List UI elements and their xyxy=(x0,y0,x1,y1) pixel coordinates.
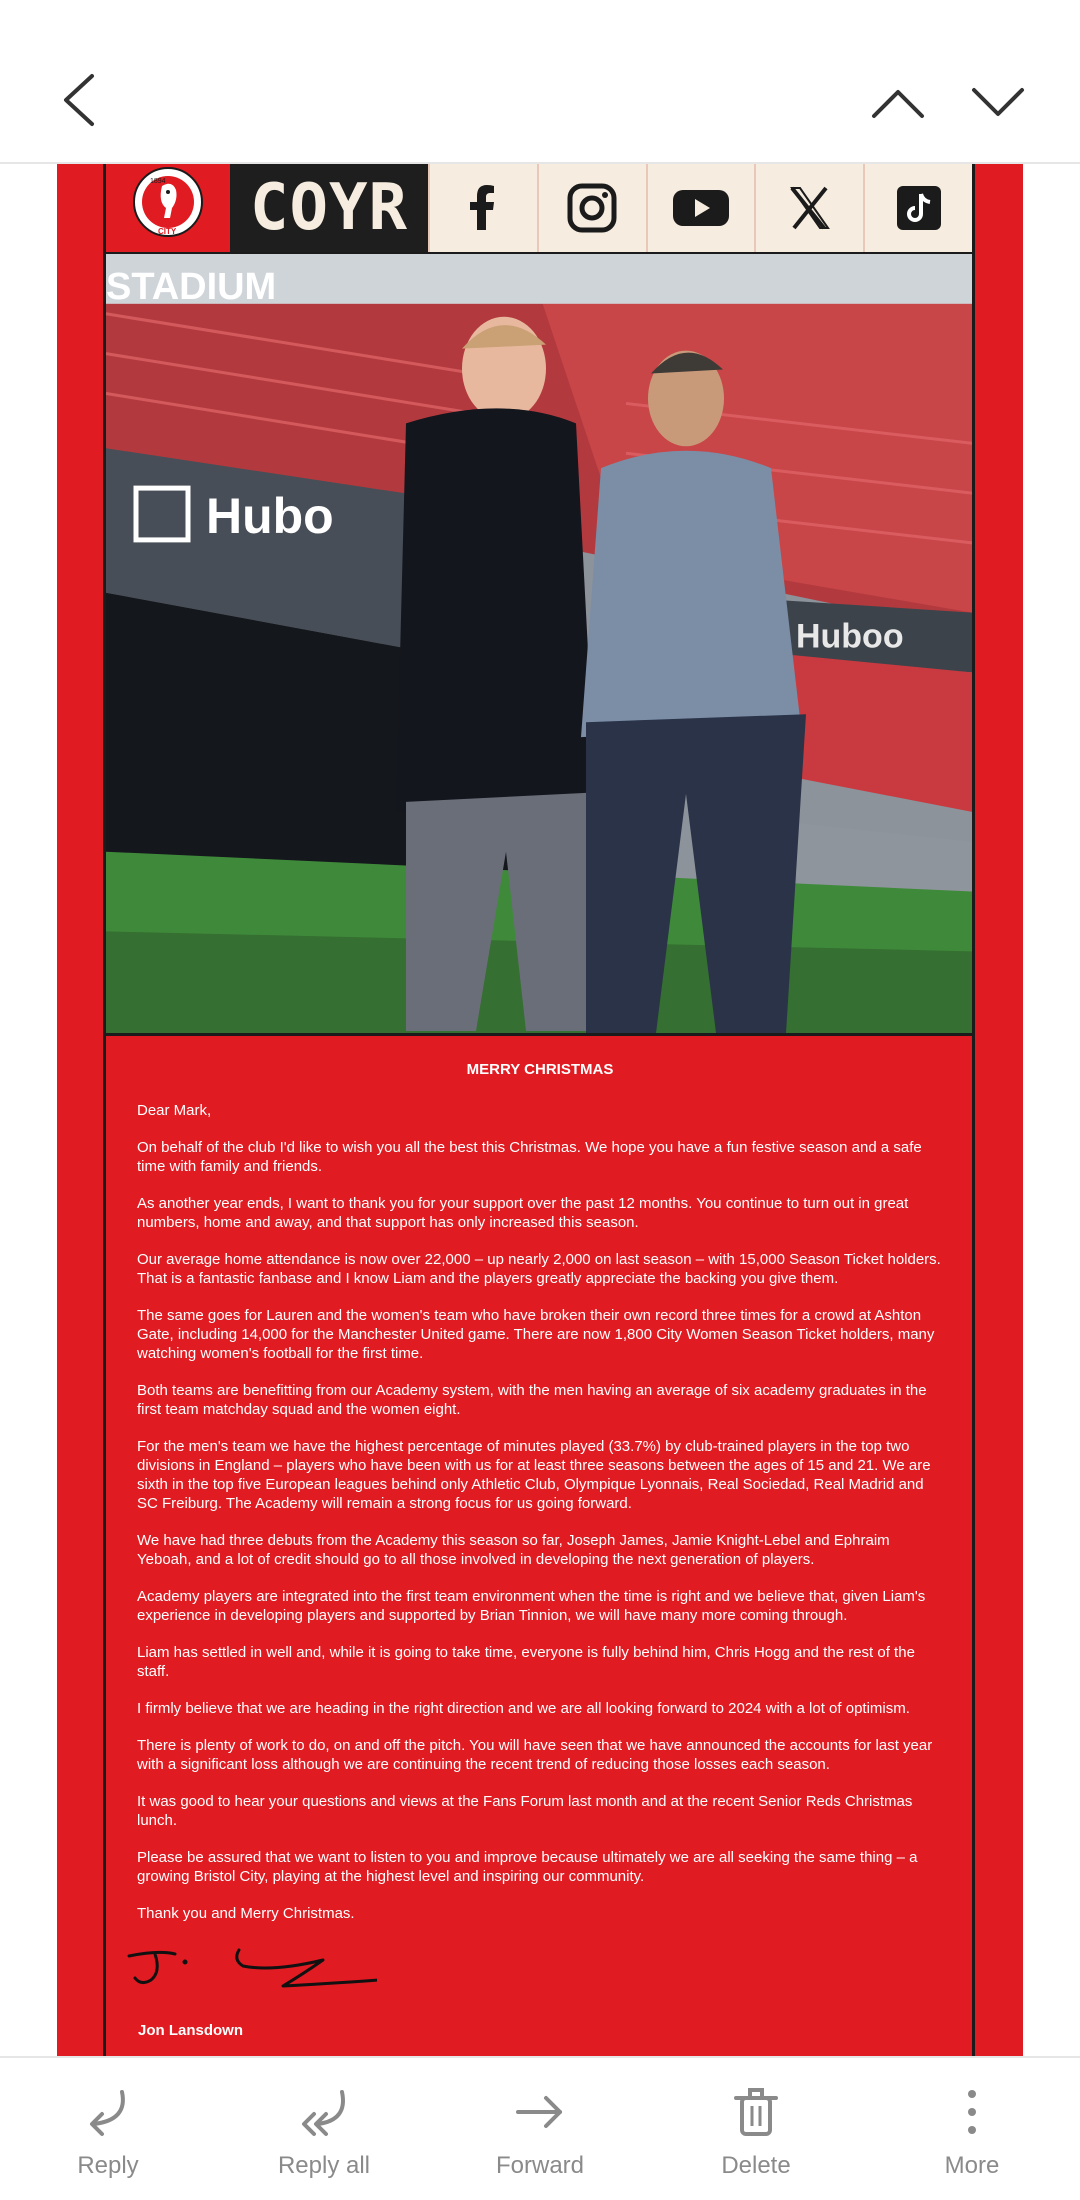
facebook-icon[interactable] xyxy=(428,164,537,252)
stadium-sign: STADIUM xyxy=(106,265,277,308)
letter-paragraph: For the men's team we have the highest percentage of minutes played (33.7%) by club-trained players in the top two divisions in England – players who have been with us for at least three seasons between the ages of 15 and 21. We are sixth in the top five European leagues behind only Athletic Club, Olympique Lyonnais, Real Sociedad, Real Madrid and SC Freiburg. The Academy will remain a strong focus for us going forward. xyxy=(137,1438,931,1512)
chevron-left-icon[interactable] xyxy=(56,72,104,128)
more-label: More xyxy=(944,2152,1000,2179)
delete-label: Delete xyxy=(721,2152,791,2179)
x-icon[interactable] xyxy=(754,164,863,252)
reply-all-label: Reply all xyxy=(277,2152,371,2179)
signature-name: Jon Lansdown xyxy=(138,2022,243,2039)
more-button[interactable] xyxy=(864,2058,1080,2200)
letter-paragraph: Please be assured that we want to listen to you and improve because ultimately we are all seeking the same thing – a growing Bristol City, playing at the highest level and inspiring our community. xyxy=(137,1849,918,1885)
chevron-down-icon[interactable] xyxy=(970,82,1026,122)
letter-paragraph: As another year ends, I want to thank you for your support over the past 12 months. You continue to turn out in great numbers, home and away, and that support has only increased this season. xyxy=(137,1195,909,1231)
crest-text: CITY xyxy=(158,227,177,236)
letter-paragraph: Thank you and Merry Christmas. xyxy=(137,1905,355,1922)
letter-paragraph: The same goes for Lauren and the women's team who have broken their own record three times for a crowd at Ashton Gate, including 14,000 for the Manchester United game. There are now 1,800 City Women Season Ticket holders, many watching women's football for the first time. xyxy=(137,1307,935,1362)
letter-body xyxy=(137,1060,943,1941)
youtube-icon[interactable] xyxy=(646,164,755,252)
trash-icon xyxy=(730,2086,782,2138)
email-header xyxy=(106,164,972,254)
forward-button[interactable] xyxy=(432,2058,648,2200)
letter-paragraph: Academy players are integrated into the first team environment when the time is right and we believe that, given Liam's experience in developing players and supported by Brian Tinnion, we will have many more coming through. xyxy=(137,1588,926,1624)
delete-button[interactable] xyxy=(648,2058,864,2200)
letter-paragraph: There is plenty of work to do, on and off the pitch. You will have seen that we have announced the accounts for last year with a significant loss although we are continuing the recent trend of reducing those losses each season. xyxy=(137,1737,933,1773)
bottom-action-bar xyxy=(0,2056,1080,2200)
letter-paragraph: I firmly believe that we are heading in the right direction and we are all looking forward to 2024 with a lot of optimism. xyxy=(137,1700,910,1717)
reply-all-icon xyxy=(298,2086,350,2138)
reply-all-button[interactable] xyxy=(216,2058,432,2200)
social-links xyxy=(428,164,972,252)
letter-paragraph: We have had three debuts from the Academy this season so far, Joseph James, Jamie Knight-Lebel and Ephraim Yeboah, and a lot of credit should go to all those involved in developing the next generation of players. xyxy=(137,1532,890,1568)
letter-paragraph: Our average home attendance is now over 22,000 – up nearly 2,000 on last season – with 15,000 Season Ticket holders. That is a fantastic fanbase and I know Liam and the players greatly appreciate the backing you give them. xyxy=(137,1251,941,1287)
crest-year: 1894 xyxy=(150,178,166,185)
brand-wordmark: COYR xyxy=(230,164,428,252)
tiktok-icon[interactable] xyxy=(863,164,972,252)
top-app-bar xyxy=(0,0,1080,164)
forward-icon xyxy=(514,2086,566,2138)
more-vertical-icon xyxy=(946,2086,998,2138)
letter-title: MERRY CHRISTMAS xyxy=(466,1061,614,1078)
forward-label: Forward xyxy=(495,2152,585,2179)
letter-paragraph: It was good to hear your questions and views at the Fans Forum last month and at the recent Senior Reds Christmas lunch. xyxy=(137,1793,913,1829)
reply-label: Reply xyxy=(77,2152,139,2179)
chevron-up-icon[interactable] xyxy=(870,82,926,122)
hubo-sign: Hubo xyxy=(206,488,334,544)
letter-paragraph: Both teams are benefitting from our Academy system, with the men having an average of six academy graduates in the first team matchday squad and the women eight. xyxy=(137,1382,927,1418)
instagram-icon[interactable] xyxy=(537,164,646,252)
hero-photo xyxy=(106,254,972,1036)
reply-button[interactable] xyxy=(0,2058,216,2200)
letter-greeting: Dear Mark, xyxy=(137,1102,212,1119)
handwritten-signature xyxy=(127,1934,377,1994)
letter-paragraph: On behalf of the club I'd like to wish you all the best this Christmas. We hope you have a fun festive season and a safe time with family and friends. xyxy=(137,1139,922,1175)
reply-icon xyxy=(82,2086,134,2138)
club-crest-logo xyxy=(106,164,230,252)
letter-paragraph: Liam has settled in well and, while it is going to take time, everyone is fully behind him, Chris Hogg and the rest of the staff. xyxy=(137,1644,915,1680)
huboo-sign: Huboo xyxy=(796,617,904,656)
email-body xyxy=(57,164,1023,2056)
